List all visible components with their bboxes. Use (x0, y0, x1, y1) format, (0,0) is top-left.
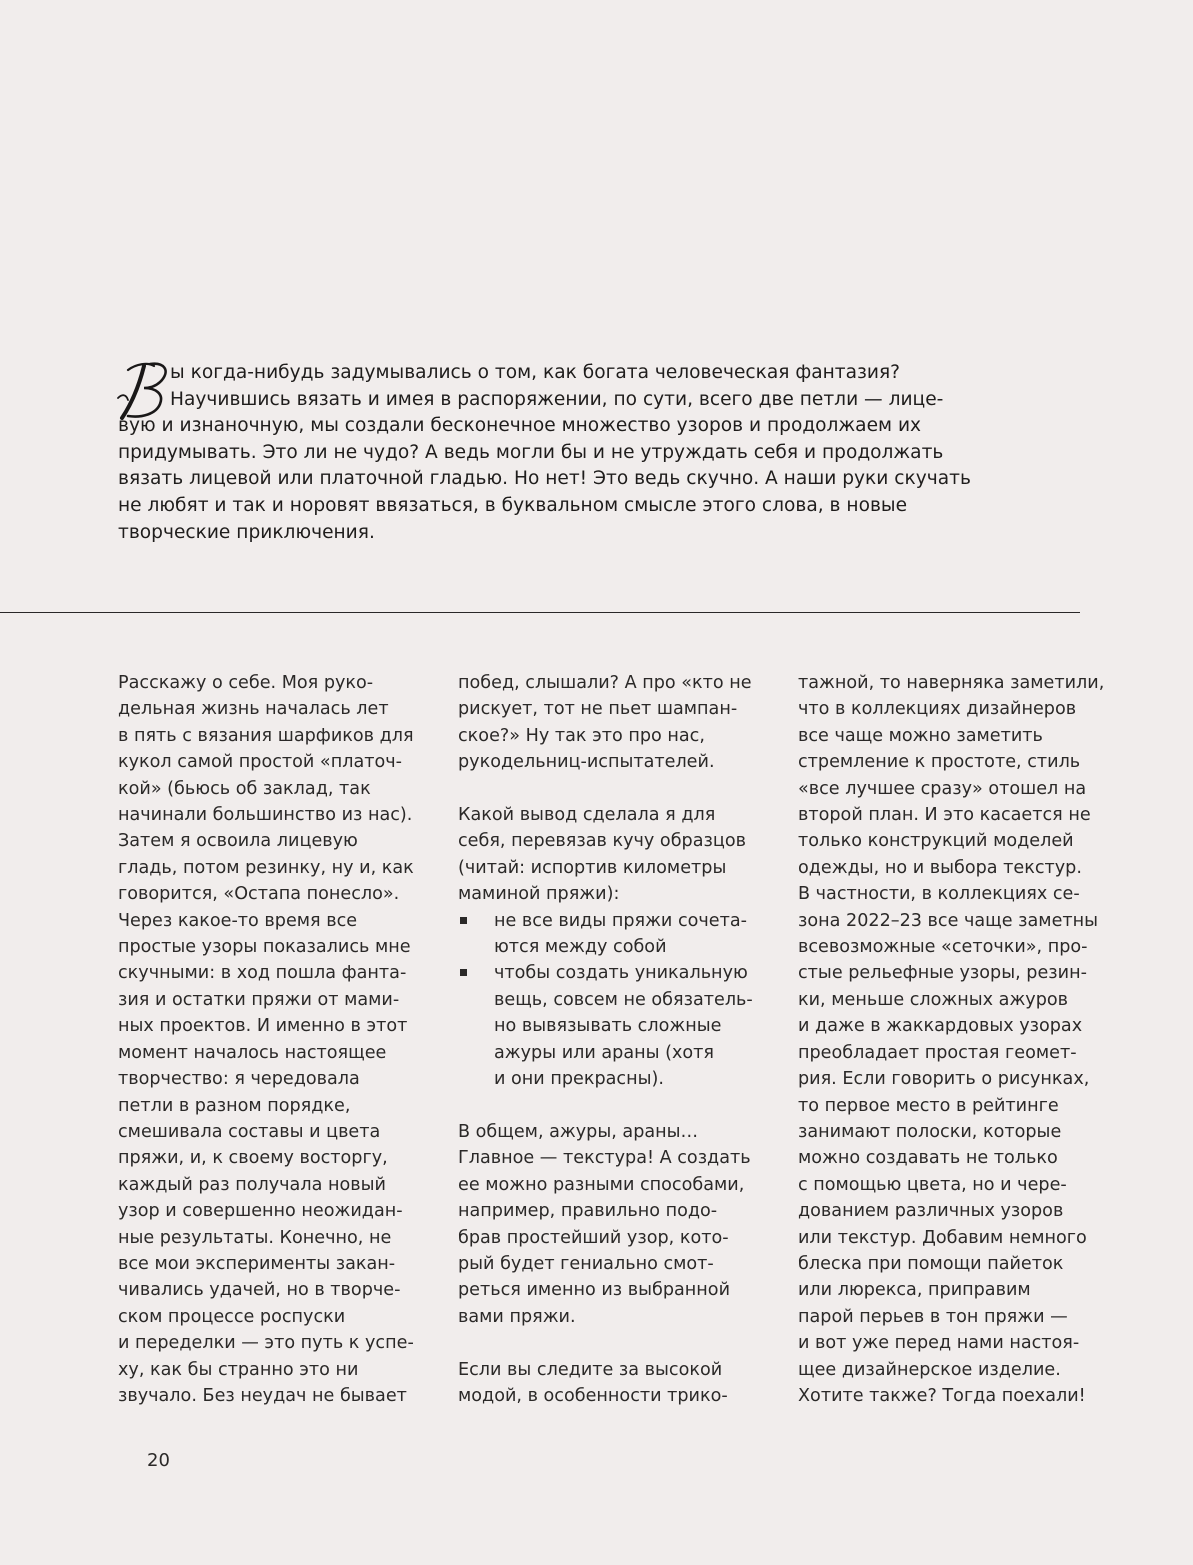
text-line: «все лучшее сразу» отошел на (798, 778, 1087, 799)
text-line: чивались удачей, но в творче- (118, 1280, 401, 1301)
text-line: гладь, потом резинку, ну и, как (118, 857, 414, 878)
text-line: Главное — текстура! А создать (458, 1148, 751, 1169)
text-line: зия и остатки пряжи от мами- (118, 989, 400, 1010)
horizontal-divider (0, 612, 1080, 613)
text-line: простые узоры показались мне (118, 937, 411, 958)
drop-cap-letter (114, 360, 174, 422)
text-line: одежды, но и выбора текстур. (798, 857, 1082, 878)
text-line: ются между собой (494, 937, 667, 958)
intro-line: вую и изнаночную, мы создали бесконечное множество узоров и продолжаем их (118, 415, 922, 437)
text-line: скучными: в ход пошла фанта- (118, 963, 407, 984)
text-line: только конструкций моделей (798, 831, 1074, 852)
text-line: блеска при помощи пайеток (798, 1253, 1064, 1274)
text-line: или люрекса, приправим (798, 1280, 1031, 1301)
text-line: рия. Если говорить о рисунках, (798, 1069, 1090, 1090)
text-line: и даже в жаккардовых узорах (798, 1016, 1083, 1037)
intro-line: не любят и так и норовят ввязаться, в буквальном смысле этого слова, в новые (118, 494, 908, 516)
text-line: ные результаты. Конечно, не (118, 1227, 392, 1248)
column-3 (798, 670, 1104, 1409)
text-line: в пять с вязания шарфиков для (118, 725, 414, 746)
text-line: второй план. И это касается не (798, 805, 1091, 826)
text-line: смешивала составы и цвета (118, 1121, 381, 1142)
text-line: момент началось настоящее (118, 1042, 387, 1063)
text-line: маминой пряжи): (458, 884, 620, 905)
text-line: Затем я освоила лицевую (118, 831, 358, 852)
text-line: и вот уже перед нами настоя- (798, 1333, 1080, 1354)
text-line: всевозможные «сеточки», про- (798, 937, 1088, 958)
text-line: начинали большинство из нас). (118, 805, 413, 826)
text-line: и они прекрасны). (494, 1069, 664, 1090)
text-line: каждый раз получала новый (118, 1174, 386, 1195)
text-line: рый будет гениально смот- (458, 1253, 714, 1274)
text-line: творчество: я чередовала (118, 1069, 360, 1090)
text-line: и переделки — это путь к успе- (118, 1333, 414, 1354)
text-line: пряжи, и, к своему восторгу, (118, 1148, 388, 1169)
column-1 (118, 670, 414, 1409)
text-line: что в коллекциях дизайнеров (798, 699, 1077, 720)
text-line: говорится, «Остапа понесло». (118, 884, 400, 905)
text-line: Через какое-то время все (118, 910, 358, 931)
paragraph-gap (458, 1330, 753, 1356)
text-line: дельная жизнь началась лет (118, 699, 389, 720)
text-line: щее дизайнерское изделие. (798, 1359, 1061, 1380)
text-line: петли в разном порядке, (118, 1095, 351, 1116)
intro-line: творческие приключения. (118, 521, 375, 543)
text-line: ажуры или араны (хотя (494, 1042, 714, 1063)
text-line: не все виды пряжи сочета- (494, 910, 747, 931)
text-line: тажной, то наверняка заметили, (798, 673, 1105, 693)
text-line: с помощью цвета, но и чере- (798, 1174, 1067, 1195)
text-line: все чаще можно заметить (798, 725, 1043, 746)
paragraph-gap (458, 1092, 753, 1118)
text-line: преобладает простая геомет- (798, 1042, 1077, 1063)
text-line: В общем, ажуры, араны… (458, 1121, 699, 1142)
text-line: кой» (бьюсь об заклад, так (118, 778, 371, 799)
text-line: побед, слышали? А про «кто не (458, 673, 752, 693)
text-line: ки, меньше сложных ажуров (798, 989, 1069, 1010)
text-line: ское?» Ну так это про нас, (458, 725, 705, 746)
text-line: ных проектов. И именно в этот (118, 1016, 408, 1037)
text-line: дованием различных узоров (798, 1201, 1064, 1222)
text-line: то первое место в рейтинге (798, 1095, 1059, 1116)
text-line: брав простейший узор, кото- (458, 1227, 729, 1248)
text-line: но вывязывать сложные (494, 1016, 722, 1037)
page-number: 20 (147, 1450, 170, 1471)
text-line: зона 2022–23 все чаще заметны (798, 910, 1099, 931)
paragraph-gap (458, 776, 753, 802)
text-line: можно создавать не только (798, 1148, 1058, 1169)
intro-paragraph (118, 360, 978, 546)
intro-line: вязать лицевой или платочной гладью. Но нет! Это ведь скучно. А наши руки скучать (118, 468, 971, 490)
square-bullet-icon (460, 969, 467, 976)
bullet-item (458, 908, 753, 934)
text-line: ее можно разными способами, (458, 1174, 745, 1195)
text-line: ху, как бы странно это ни (118, 1359, 359, 1380)
text-line: или текстур. Добавим немного (798, 1227, 1087, 1248)
text-line: рукодельниц-испытателей. (458, 752, 715, 773)
text-line: парой перьев в тон пряжи — (798, 1306, 1068, 1327)
text-line: В частности, в коллекциях се- (798, 884, 1080, 905)
text-line: стремление к простоте, стиль (798, 752, 1081, 773)
text-line: например, правильно подо- (458, 1201, 718, 1222)
text-line: рискует, тот не пьет шампан- (458, 699, 738, 720)
text-line: стые рельефные узоры, резин- (798, 963, 1087, 984)
text-line: узор и совершенно неожидан- (118, 1201, 403, 1222)
text-line: вами пряжи. (458, 1306, 576, 1327)
text-line: реться именно из выбранной (458, 1280, 730, 1301)
text-line: занимают полоски, которые (798, 1121, 1062, 1142)
text-line: Если вы следите за высокой (458, 1359, 723, 1380)
text-line: Расскажу о себе. Моя руко- (118, 673, 374, 693)
text-line: модой, в особенности трико- (458, 1385, 728, 1406)
square-bullet-icon (460, 917, 467, 924)
text-line: (читай: испортив километры (458, 857, 727, 878)
text-line: кукол самой простой «платоч- (118, 752, 402, 773)
text-line: звучало. Без неудач не бывает (118, 1385, 407, 1406)
text-line: себя, перевязав кучу образцов (458, 831, 746, 852)
text-line: ском процессе роспуски (118, 1306, 346, 1327)
text-line: вещь, совсем не обязатель- (494, 989, 753, 1010)
column-2 (458, 670, 753, 1409)
text-line: Какой вывод сделала я для (458, 805, 716, 826)
intro-line: Научившись вязать и имея в распоряжении, по сути, всего две петли — лице- (170, 388, 944, 410)
text-line: все мои эксперименты закан- (118, 1253, 396, 1274)
intro-line: ы когда-нибудь задумывались о том, как богата человеческая фантазия? (170, 362, 901, 383)
text-line: чтобы создать уникальную (494, 963, 748, 984)
intro-line: придумывать. Это ли не чудо? А ведь могли бы и не утруждать себя и продолжать (118, 441, 944, 463)
bullet-item (458, 960, 753, 986)
text-line: Хотите также? Тогда поехали! (798, 1385, 1086, 1406)
